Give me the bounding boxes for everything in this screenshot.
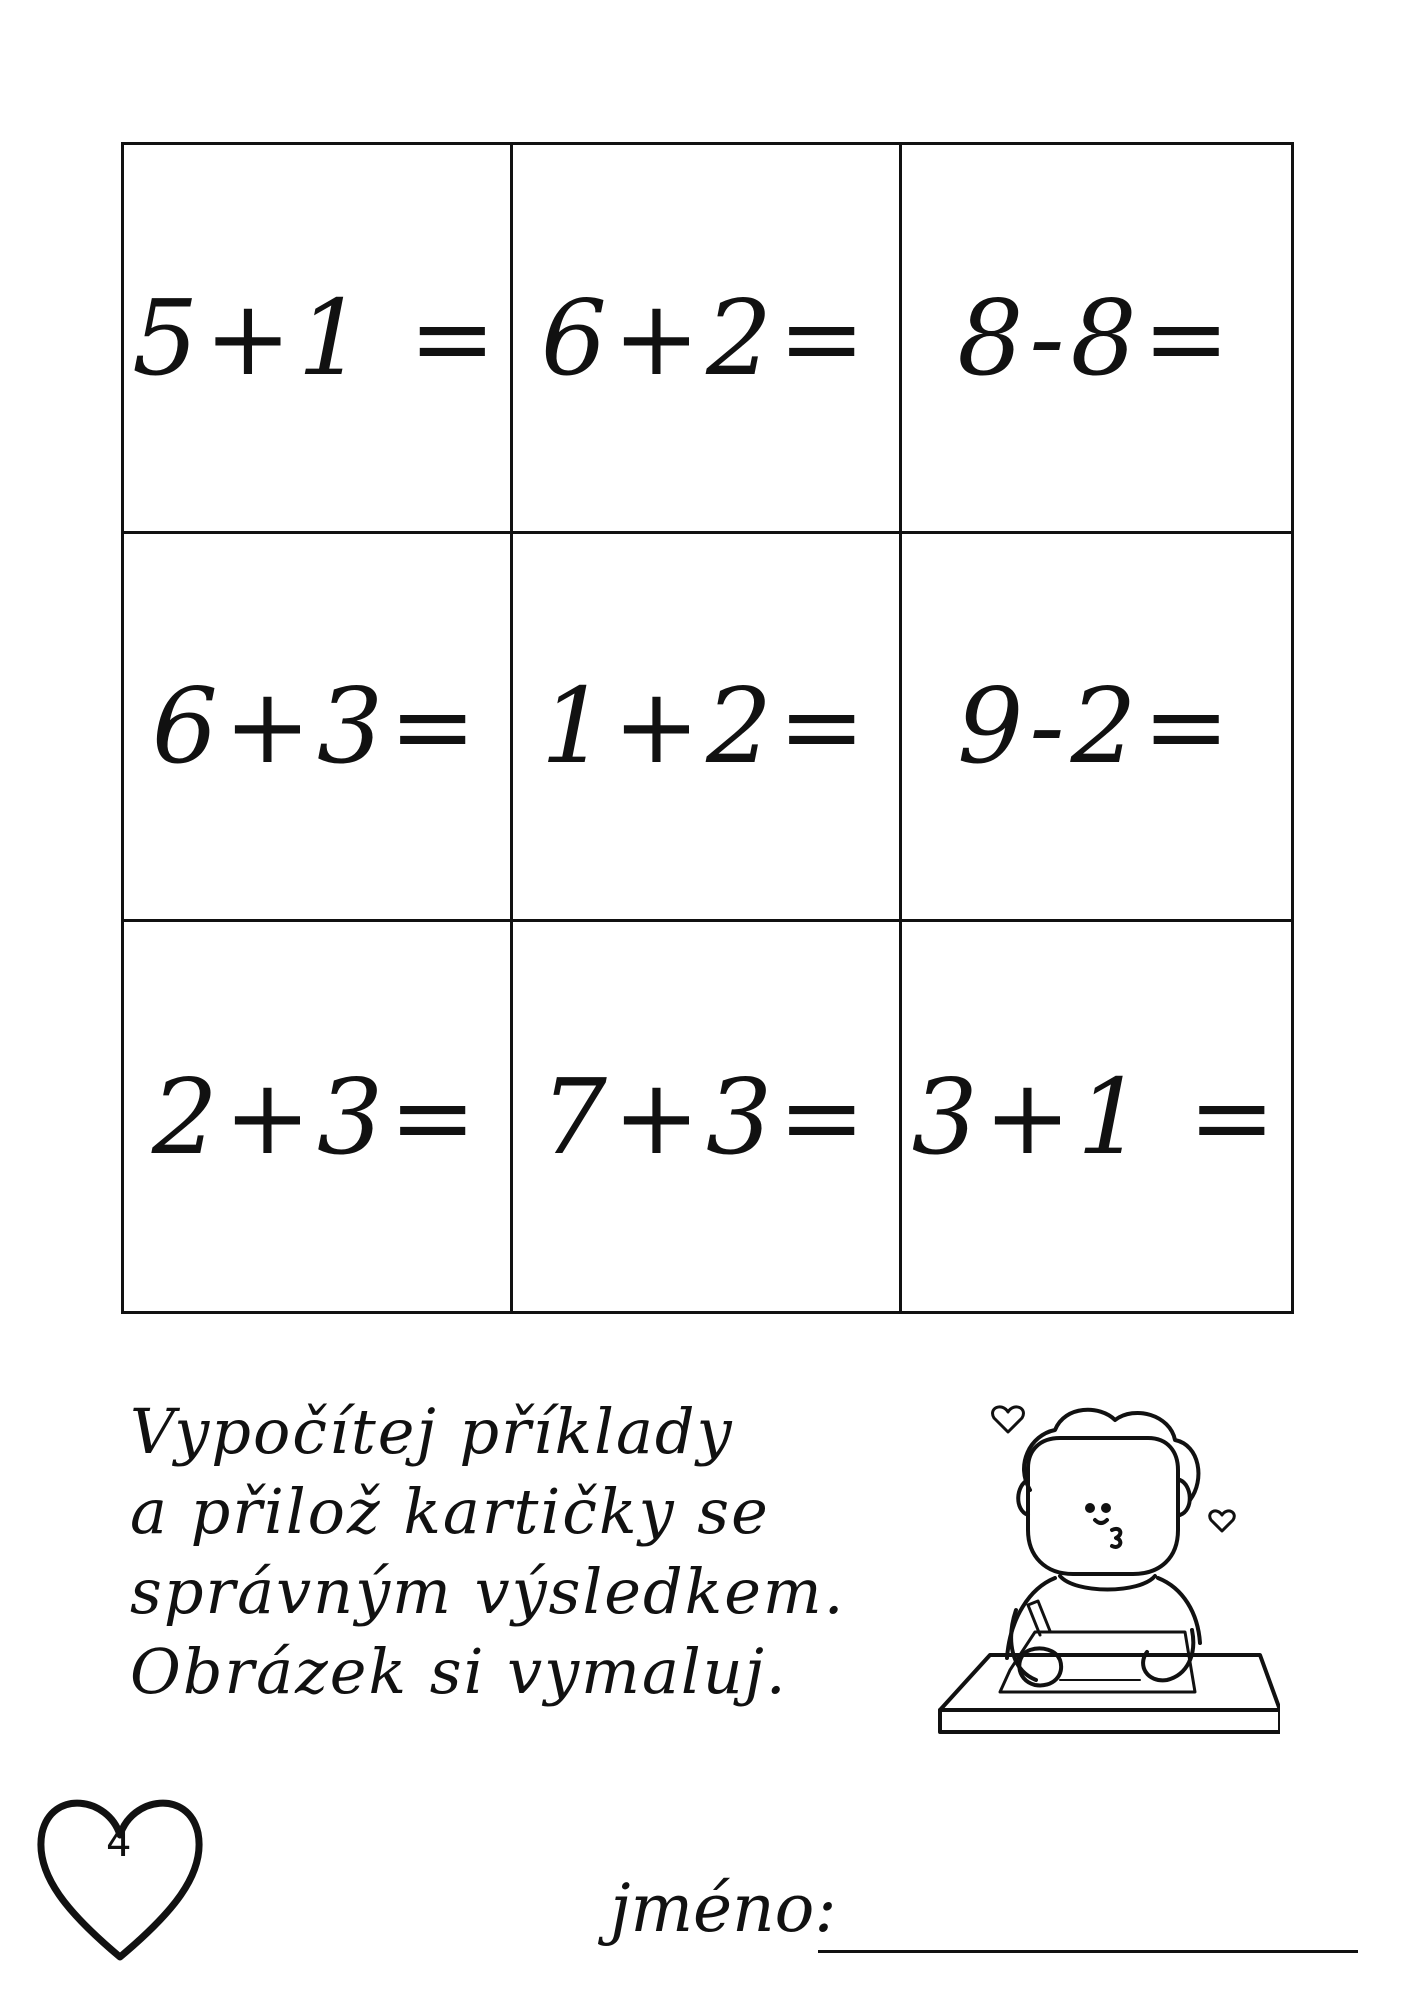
exercise-card: 6+2= [513, 145, 902, 534]
name-label: jméno: [610, 1870, 837, 1947]
exercise-card: 8-8= [902, 145, 1291, 534]
instruction-line: a přilož kartičky se [130, 1475, 770, 1548]
instruction-line: Vypočítej příklady [130, 1395, 734, 1468]
instruction-line: Obrázek si vymaluj. [130, 1635, 788, 1708]
exercise-card: 6+3= [124, 534, 513, 923]
child-writing-illustration [930, 1380, 1280, 1740]
exercise-card: 1+2= [513, 534, 902, 923]
exercise-card: 9-2= [902, 534, 1291, 923]
instruction-line: správným výsledkem. [130, 1555, 846, 1628]
name-field[interactable] [818, 1950, 1358, 1953]
instructions-text [130, 1392, 890, 1712]
exercise-card: 2+3= [124, 922, 513, 1311]
exercise-grid [121, 142, 1294, 1314]
exercise-card: 7+3= [513, 922, 902, 1311]
page-number: 4 [106, 1820, 132, 1866]
exercise-card: 5+1 = [124, 145, 513, 534]
heart-icon [30, 1775, 210, 1965]
exercise-card: 3+1 = [911, 1055, 1282, 1178]
